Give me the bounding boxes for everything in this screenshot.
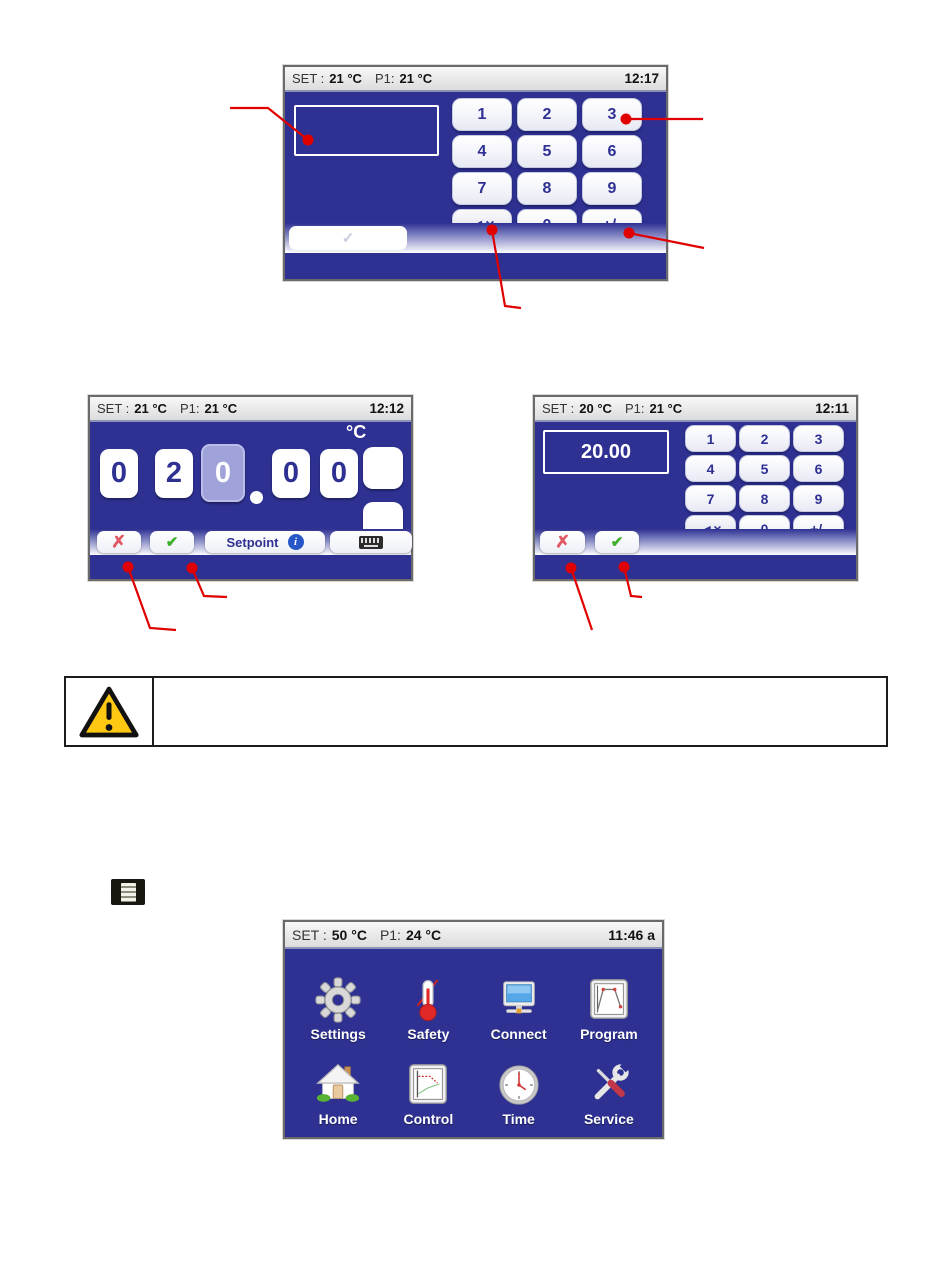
footer-bar <box>535 529 856 555</box>
table-divider <box>152 678 154 745</box>
unit-label: °C <box>346 422 367 442</box>
key-5[interactable]: 5 <box>517 135 577 168</box>
menu-item-label: Control <box>403 1111 454 1127</box>
set-label: SET : <box>542 401 575 416</box>
cancel-button[interactable] <box>540 531 585 553</box>
set-label: SET : <box>97 401 130 416</box>
menu-item-safety[interactable] <box>383 957 473 1042</box>
key-1[interactable]: 1 <box>685 425 736 452</box>
menu-item-label: Service <box>583 1111 634 1127</box>
p1-value: 21 °C <box>649 401 683 416</box>
menu-item-label: Program <box>580 1026 638 1042</box>
set-label: SET : <box>292 71 325 86</box>
screen-keypad-empty <box>283 65 668 281</box>
increment-button[interactable] <box>363 447 403 489</box>
monitor-network-icon <box>496 977 542 1023</box>
menu-item-connect[interactable] <box>474 957 564 1042</box>
p1-label: P1: <box>379 926 401 943</box>
numeric-keypad <box>452 98 642 242</box>
cancel-x-icon: ✗ <box>553 533 572 552</box>
menu-item-label: Safety <box>407 1026 450 1042</box>
thermometer-icon <box>405 977 451 1023</box>
tools-icon <box>586 1062 632 1108</box>
screen-numeric-entry <box>533 395 858 581</box>
status-bar <box>90 397 411 422</box>
menu-item-label: Connect <box>490 1026 547 1042</box>
p1-value: 21 °C <box>204 401 238 416</box>
key-3[interactable]: 3 <box>582 98 642 131</box>
decimal-point-dot <box>250 491 263 504</box>
warning-note-box <box>64 676 888 747</box>
clock-text: 12:11 <box>815 401 849 416</box>
confirm-button[interactable] <box>595 531 639 553</box>
value-entry-field[interactable]: 20.00 <box>543 430 669 474</box>
clock-text: 12:12 <box>369 401 404 416</box>
key-7[interactable]: 7 <box>452 172 512 205</box>
confirm-button-disabled[interactable]: ✓ <box>289 226 407 250</box>
menu-item-label: Settings <box>310 1026 366 1042</box>
menu-item-service[interactable] <box>564 1042 654 1127</box>
menu-item-label: Home <box>318 1111 358 1127</box>
set-value: 21 °C <box>134 401 167 416</box>
digit-box-1[interactable]: 0 <box>100 449 138 498</box>
cancel-button[interactable] <box>97 531 141 553</box>
key-7[interactable]: 7 <box>685 485 736 512</box>
set-value: 20 °C <box>579 401 612 416</box>
key-9[interactable]: 9 <box>582 172 642 205</box>
p1-value: 24 °C <box>405 926 442 943</box>
gear-icon <box>315 977 361 1023</box>
list-menu-icon-button[interactable] <box>111 879 145 905</box>
menu-item-settings[interactable] <box>293 957 383 1042</box>
confirm-check-icon: ✔ <box>610 534 624 551</box>
screen-body <box>535 422 856 555</box>
digit-box-4[interactable]: 0 <box>272 449 310 498</box>
keyboard-toggle-button[interactable] <box>330 531 412 553</box>
clock-text: 11:46 a <box>608 926 655 943</box>
footer-bar <box>285 223 666 253</box>
clock-icon <box>496 1062 542 1108</box>
menu-item-program[interactable] <box>564 957 654 1042</box>
menu-grid <box>285 949 662 1139</box>
value-entry-field[interactable] <box>294 105 439 156</box>
status-bar <box>285 67 666 92</box>
confirm-check-icon: ✔ <box>165 534 179 551</box>
set-value: 21 °C <box>329 71 362 86</box>
key-4[interactable]: 4 <box>452 135 512 168</box>
key-9[interactable]: 9 <box>793 485 844 512</box>
menu-item-control[interactable] <box>383 1042 473 1127</box>
status-bar <box>285 922 662 949</box>
footer-bar <box>90 529 411 555</box>
control-chart-icon <box>405 1062 451 1108</box>
key-2[interactable]: 2 <box>517 98 577 131</box>
menu-item-home[interactable] <box>293 1042 383 1127</box>
set-label: SET : <box>292 926 327 943</box>
confirm-button[interactable] <box>150 531 194 553</box>
warning-triangle-icon <box>79 686 139 739</box>
field-name-tab[interactable] <box>205 531 325 553</box>
digit-box-2[interactable]: 2 <box>155 449 193 498</box>
key-6[interactable]: 6 <box>793 455 844 482</box>
screen-body <box>90 422 411 555</box>
digit-box-5[interactable]: 0 <box>320 449 358 498</box>
screen-main-menu <box>283 920 664 1139</box>
info-icon[interactable]: i <box>288 534 304 550</box>
field-name-label: Setpoint <box>226 534 279 550</box>
clock-text: 12:17 <box>624 71 659 86</box>
set-value: 50 °C <box>331 926 367 943</box>
p1-label: P1: <box>624 401 645 416</box>
menu-item-time[interactable] <box>474 1042 564 1127</box>
key-8[interactable]: 8 <box>517 172 577 205</box>
key-8[interactable]: 8 <box>739 485 790 512</box>
digit-box-3-selected[interactable]: 0 <box>201 444 245 502</box>
p1-label: P1: <box>179 401 200 416</box>
home-icon <box>315 1062 361 1108</box>
list-menu-icon <box>121 883 136 902</box>
key-6[interactable]: 6 <box>582 135 642 168</box>
p1-value: 21 °C <box>399 71 433 86</box>
cancel-x-icon: ✗ <box>110 533 128 552</box>
key-5[interactable]: 5 <box>739 455 790 482</box>
menu-item-label: Time <box>502 1111 535 1127</box>
p1-label: P1: <box>374 71 395 86</box>
numeric-keypad <box>685 425 844 542</box>
keyboard-icon <box>359 536 383 549</box>
key-1[interactable]: 1 <box>452 98 512 131</box>
key-2[interactable]: 2 <box>739 425 790 452</box>
key-3[interactable]: 3 <box>793 425 844 452</box>
key-4[interactable]: 4 <box>685 455 736 482</box>
screen-body <box>285 92 666 253</box>
program-profile-icon <box>586 977 632 1023</box>
screen-digit-entry <box>88 395 413 581</box>
status-bar <box>535 397 856 422</box>
